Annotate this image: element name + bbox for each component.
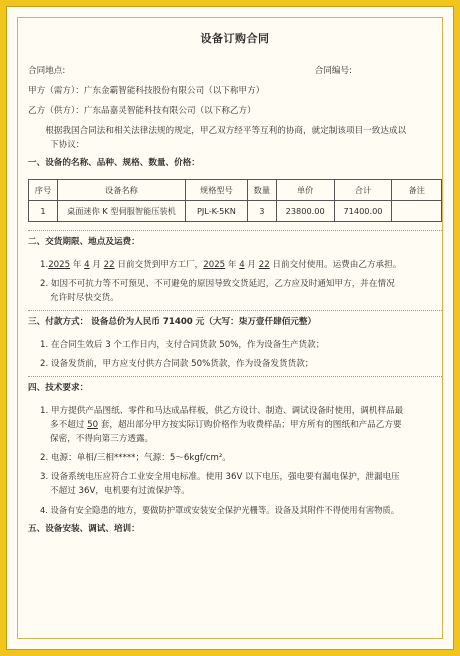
col-header: 序号 (29, 180, 58, 201)
col-header: 单价 (276, 180, 334, 201)
table-header-row (29, 180, 442, 201)
use-day: 22 (258, 260, 270, 270)
table-cell (392, 201, 442, 222)
delivery-item-1 (28, 258, 442, 272)
page-title: 设备订购合同 (200, 32, 270, 45)
text: 2. 如因不可抗力等不可预见、不可避免的原因导致交货延迟，乙方应及时通知甲方，并在情况 (40, 279, 395, 289)
table-cell: 1 (29, 201, 58, 222)
section-1-heading: 一、设备的名称、品种、规格、数量、价格： (28, 158, 200, 168)
table-cell: 3 (247, 201, 276, 222)
col-header: 合计 (334, 180, 392, 201)
section-4-heading: 四、技术要求： (28, 383, 89, 393)
table-cell: 23800.00 (276, 201, 334, 222)
divider (28, 230, 442, 231)
text: 3. 设备系统电压应符合工业安全用电标准。使用 36V 以下电压，强电要有漏电保护，泄漏电压 (40, 472, 400, 482)
section-3-heading: 三、付款方式： 设备总价为人民币 71400 元（大写：柒万壹仟肆佰元整） (28, 317, 317, 327)
text: 不超过 36V，电机要有过流保护等。 (50, 486, 190, 496)
delivery-item-2 (28, 277, 442, 305)
tech-item-3 (28, 470, 442, 498)
contract-page (28, 22, 442, 640)
contract-number-label: 合同编号: (314, 66, 352, 76)
text: 多不超过 (50, 420, 88, 430)
section-2-heading: 二、交货期限、地点及运费： (28, 237, 140, 247)
delivery-day: 22 (103, 260, 115, 270)
contract-meta-row (28, 64, 442, 84)
text: 日前交货到甲方工厂， (114, 260, 204, 270)
contract-place-label: 合同地点: (28, 66, 66, 76)
party-a: 甲方（需方）：广东金霸智能科技股份有限公司（以下称甲方） (28, 86, 265, 96)
text: 允许时尽快交货。 (50, 293, 119, 303)
divider (28, 310, 442, 311)
text-line (40, 418, 442, 432)
text: 1. 甲方提供产品图纸、零件和马达成品样板，供乙方设计、制造、调试设备时使用，调机样品最 (40, 406, 404, 416)
col-header: 设备名称 (57, 180, 185, 201)
use-year: 2025 (203, 260, 226, 270)
section-5-heading: 五、设备安装、调试、培训： (28, 524, 140, 534)
divider (28, 376, 442, 377)
col-header: 规格型号 (185, 180, 247, 201)
intro-line-1: 根据我国合同法和相关法律法规的规定，甲乙双方经平等互利的协商，就定制该项目一致达成以 (45, 126, 407, 136)
tech-item-4: 4. 设备有安全隐患的地方，要做防护罩或安装安全保护光栅等。设备及其附件不得使用有害物质。 (40, 505, 400, 515)
text: 日前交付使用。运费由乙方承担。 (269, 260, 402, 270)
intro-line-2: 下协议： (50, 140, 85, 150)
text: 保密，不得向第三方透露。 (50, 434, 154, 444)
table-cell: PJL-K-5KN (185, 201, 247, 222)
text: 月 (89, 260, 104, 270)
use-month: 4 (239, 260, 245, 270)
payment-item-2: 2. 设备发货前，甲方应支付供方合同款 50%货款，作为设备发货货款； (40, 359, 314, 369)
text: 月 (244, 260, 259, 270)
col-header: 备注 (392, 180, 442, 201)
table-row (29, 201, 442, 222)
sample-count: 50 (87, 420, 99, 430)
tech-item-2: 2. 电源：单相/三相*****；气源：5～6kgf/cm²。 (40, 453, 231, 463)
equipment-table (28, 179, 442, 222)
text: 1. (40, 260, 49, 270)
table-cell: 桌面迷你 K 型伺服智能压装机 (57, 201, 185, 222)
delivery-year: 2025 (48, 260, 71, 270)
text: 年 (70, 260, 85, 270)
party-b: 乙方（供方）：广东品嘉灵智能科技有限公司（以下称乙方） (28, 106, 256, 116)
text: 年 (225, 260, 240, 270)
table-cell: 71400.00 (334, 201, 392, 222)
col-header: 数量 (247, 180, 276, 201)
text: 套，超出部分甲方按实际订购价格作为收费样品；甲方所有的图纸和产品乙方要 (98, 420, 402, 430)
tech-item-1 (28, 404, 442, 446)
delivery-month: 4 (84, 260, 90, 270)
payment-item-1: 1. 在合同生效后 3 个工作日内，支付合同货款 50%，作为设备生产货款； (40, 340, 325, 350)
